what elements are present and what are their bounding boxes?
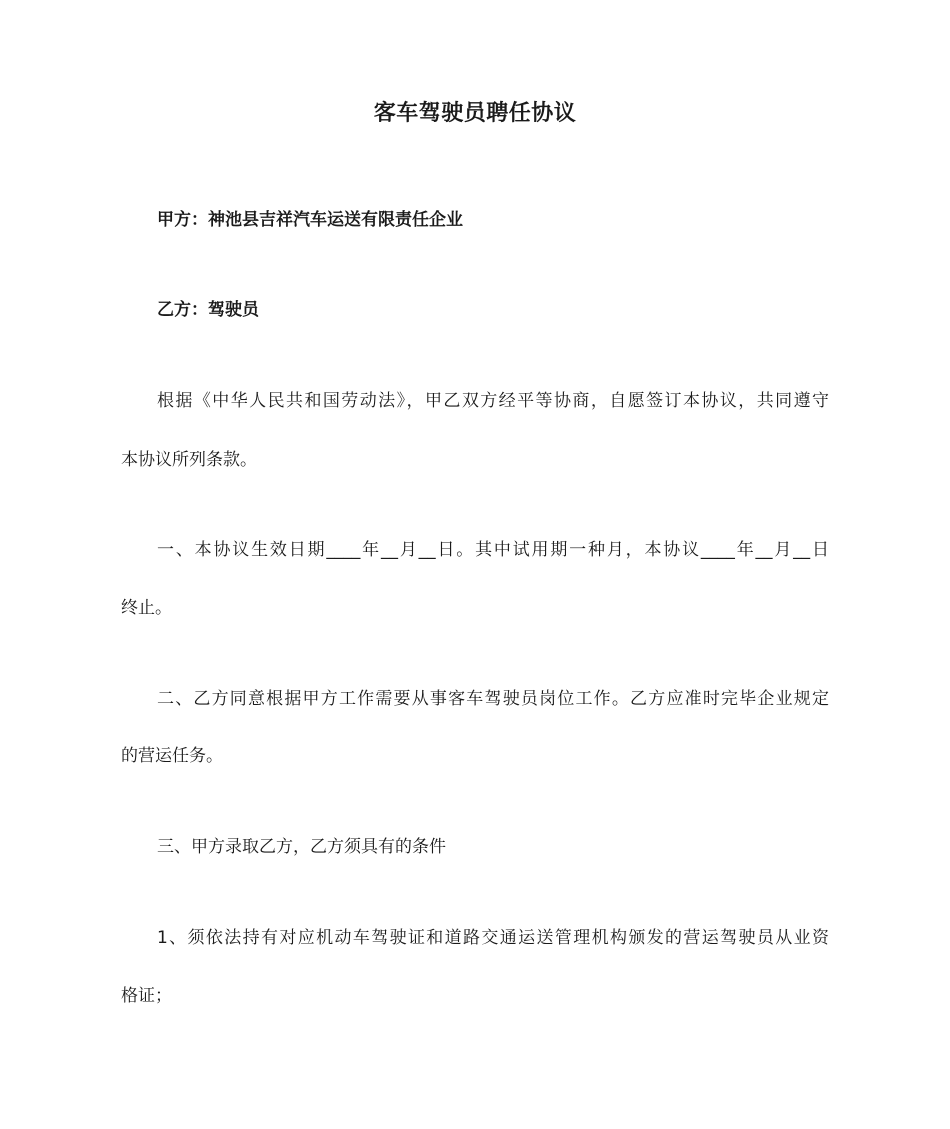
- preamble-line-2: 本协议所列条款。: [121, 450, 257, 470]
- clause-1-line-1: 一、本协议生效日期____年__月__日。其中试用期一种月，本协议____年__月__日: [157, 540, 829, 560]
- document-title: 客车驾驶员聘任协议: [373, 101, 577, 126]
- clause-3-line-1: 三、甲方录取乙方，乙方须具有的条件: [157, 837, 446, 857]
- party-b: 乙方：驾驶员: [157, 300, 259, 320]
- clause-1-line-2: 终止。: [121, 598, 172, 618]
- item-1-line-2: 格证；: [121, 986, 172, 1006]
- clause-2-line-1: 二、乙方同意根据甲方工作需要从事客车驾驶员岗位工作。乙方应准时完毕企业规定: [157, 689, 829, 709]
- preamble-line-1: 根据《中华人民共和国劳动法》，甲乙双方经平等协商，自愿签订本协议，共同遵守: [157, 391, 829, 411]
- clause-2-line-2: 的营运任务。: [121, 746, 223, 766]
- item-1-line-1: 1、须依法持有对应机动车驾驶证和道路交通运送管理机构颁发的营运驾驶员从业资: [157, 928, 829, 948]
- party-a: 甲方：神池县吉祥汽车运送有限责任企业: [157, 210, 463, 230]
